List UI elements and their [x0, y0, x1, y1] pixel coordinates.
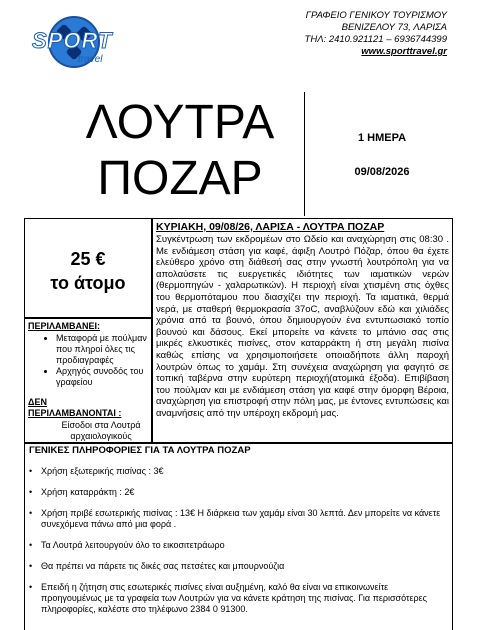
general-info-item: • Χρήση εξωτερικής πισίνας : 3€	[29, 466, 164, 476]
includes-heading: ΠΕΡΙΛΑΜΒΑΝΕΙ:	[28, 321, 101, 331]
office-address: ΒΕΝΙΖΕΛΟΥ 73, ΛΑΡΙΣΑ	[341, 22, 447, 33]
general-info-item: • Επειδή η ζήτηση στις εσωτερικές πισίνες είναι αυξημένη, καλό θα είναι να επικοινωνείτε προηγουμένως με τα γραφεία των Λουτρών για να κάνετε κράτηση της πισίνας. Για περισσότερες πληροφορίες, καλέστε στο τηλέφωνο 2384 0 91300.	[29, 582, 427, 614]
logo-wordmark: SPORT	[32, 28, 113, 53]
logo-subtitle: travel	[78, 54, 103, 65]
includes-box	[24, 318, 152, 443]
excludes-heading-1: ΔΕΝ	[28, 397, 47, 407]
title-line-1: ΛΟΥΤΡΑ	[85, 96, 275, 149]
general-info-item: • Τα Λουτρά λειτουργούν όλο το εικοσιτετράωρο	[29, 540, 225, 550]
bullet-icon: •	[29, 508, 33, 518]
trip-duration: 1 ΗΜΕΡΑ	[357, 132, 407, 144]
general-info-heading: ΓΕΝΙΚΕΣ ΠΛΗΡΟΦΟΡΙΕΣ ΓΙΑ ΤΑ ΛΟΥΤΡΑ ΠΟΖΑΡ	[29, 445, 251, 456]
general-info-item: • Χρήση πριβέ εσωτερικής πισίνας : 13€ Η διάρκεια των χαμάμ είναι 30 λεπτά. Δεν μπορείτε να κάνετε συνεχόμενα πάνω από μια φορά .	[29, 508, 441, 529]
price-amount: 25 €	[70, 249, 106, 269]
title-line-2: ΠΟΖΑΡ	[97, 152, 263, 205]
general-info-item: • Θα πρέπει να πάρετε τις δικές σας πετσέτες και μπουρνούζια	[29, 561, 285, 571]
itinerary-heading: ΚΥΡΙΑΚΗ, 09/08/26, ΛΑΡΙΣΑ - ΛΟΥΤΡΑ ΠΟΖΑΡ	[156, 221, 385, 233]
office-info	[305, 10, 447, 58]
title-divider	[304, 92, 305, 216]
price-box	[24, 218, 152, 318]
bullet-icon: •	[29, 582, 33, 592]
bullet-icon: •	[29, 487, 33, 497]
includes-list	[28, 333, 148, 388]
bullet-icon: •	[29, 540, 33, 550]
page-title	[55, 95, 305, 207]
itinerary-text: Συγκέντρωση των εκδρομέων στο Ωδείο και αναχώρηση στις 08:30 . Με ενδιάμεση στάση για καφέ, άφιξη Λουτρό Πόζαρ, όπου θα έχετε ελεύθερο χρόνο στη διάθεσή σας στην γνωστή λουτρόπολη για να απολαύσετε τις ευεργετικές ιδιότητες των ιαματικών νερών (θερμοπηγών - χαλαρωτικών). Η περιοχή είναι χτισμένη στις όχθες του θερμοπόταμου που διασχίζει την περιοχή. Τα ιαματικά, θερμά νερά, με σταθερή θερμοκρασία 37oC, αναβλύζουν εδώ και χιλιάδες χρόνια από τα βουνό, όπου δημιουργούν ένα εντυπωσιακό τοπίο βουνού και δάσους. Εκεί μπορείτε να κάνετε το μπάνιο σας στις μικρές ελκυστικές πισίνες, στον καταρράκτη ή στη μεγάλη πισίνα καθώς επίσης να χρησιμοποιήσετε οποιαδήποτε άλλη παροχή λουτρών όπως το χαμάμ. Στη συνέχεια αναχώρηση για φαγητό σε τοπική ταβέρνα στην ευρύτερη περιοχή(ατομικά έξοδα). Επιβίβαση του πούλμαν και με ενδιάμεση στάση για καφέ στην όμορφη Βέροια, αναχώρηση για επιστροφή στην πόλη μας, με έντονες εντυπώσεις και αναμνήσεις από την υπέροχη εκδρομή μας.	[156, 234, 449, 419]
general-info-item: • Χρήση καταρράκτη : 2€	[29, 487, 135, 497]
bullet-icon: •	[29, 466, 33, 476]
office-website-link[interactable]: www.sporttravel.gr	[361, 46, 447, 57]
office-phone: ΤΗΛ: 2410.921121 – 6936744399	[304, 34, 447, 45]
office-name: ΓΡΑΦΕΙΟ ΓΕΝΙΚΟΥ ΤΟΥΡΙΣΜΟΥ	[305, 10, 447, 21]
bullet-icon: •	[29, 561, 33, 571]
company-logo	[30, 10, 130, 68]
includes-item: • Μεταφορά με πούλμαν που πληροί όλες τις προδιαγραφές	[56, 333, 148, 366]
price-per-person: το άτομο	[50, 273, 126, 293]
excludes-text: Είσοδοι στα Λουτρά αρχαιολογικούς	[61, 420, 141, 441]
general-info-box	[24, 443, 453, 630]
trip-date: 09/08/2026	[354, 166, 410, 178]
includes-item: • Αρχηγός συνοδός του γραφείου	[56, 366, 148, 388]
itinerary-box	[152, 218, 453, 443]
excludes-heading-2: ΠΕΡΙΛΑΜΒΑΝΟΝΤΑΙ :	[28, 408, 122, 418]
